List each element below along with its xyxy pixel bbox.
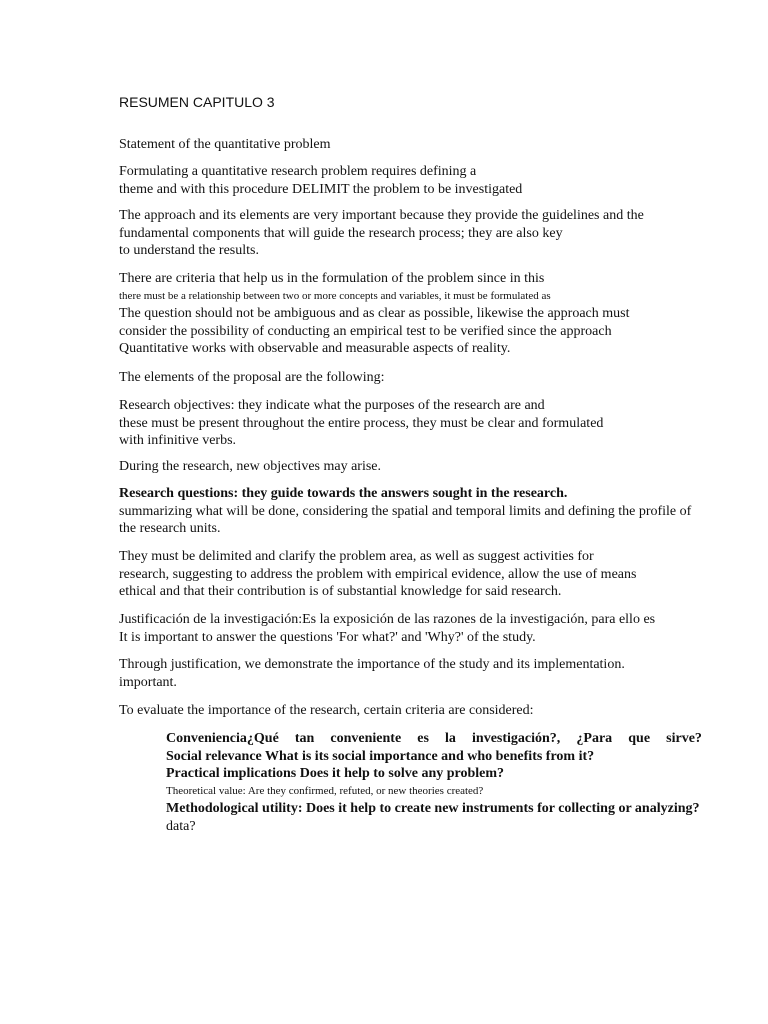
paragraph xyxy=(119,397,759,450)
criteria-text xyxy=(166,800,700,835)
criteria-item xyxy=(140,748,700,766)
word: ¿Para xyxy=(576,731,613,746)
criteria-item xyxy=(140,800,700,835)
paragraph xyxy=(119,485,759,538)
word: investigación?, xyxy=(472,731,561,746)
criteria-text xyxy=(166,748,700,766)
text-line xyxy=(166,730,702,748)
word: es xyxy=(417,731,429,746)
word: que xyxy=(628,731,651,746)
paragraph xyxy=(119,136,759,154)
text-line: During the research, new objectives may arise. xyxy=(119,459,382,474)
text-line: Practical implications Does it help to solve any problem? xyxy=(166,766,505,782)
text-line: Theoretical value: Are they confirmed, refuted, or new theories created? xyxy=(166,784,484,797)
text-line: these must be present throughout the entire process, they must be clear and formulated xyxy=(119,415,604,431)
text-line: The elements of the proposal are the following: xyxy=(119,370,385,385)
criteria-item xyxy=(140,783,700,801)
text-line: important. xyxy=(119,674,177,690)
word: conveniente xyxy=(330,731,402,746)
text-line: Formulating a quantitative research problem requires defining a xyxy=(119,164,477,179)
text-line: Quantitative works with observable and measurable aspects of reality. xyxy=(119,341,511,357)
text-line: with infinitive verbs. xyxy=(119,433,237,449)
word: la xyxy=(445,731,456,746)
text-line: data? xyxy=(166,818,196,834)
paragraph xyxy=(119,702,759,720)
text-line: It is important to answer the questions 'For what?' and 'Why?' of the study. xyxy=(119,629,536,645)
text-line: consider the possibility of conducting an empirical test to be verified since the approach xyxy=(119,323,612,339)
text-line: the research units. xyxy=(119,521,221,537)
word: tan xyxy=(294,731,315,746)
text-line: The question should not be ambiguous and as clear as possible, likewise the approach must xyxy=(119,306,630,322)
text-line: research, suggesting to address the problem with empirical evidence, allow the use of means xyxy=(119,566,637,582)
text-line: there must be a relationship between two or more concepts and variables, it must be formulated as xyxy=(119,289,551,302)
criteria-item xyxy=(140,765,700,783)
criteria-text xyxy=(166,765,700,783)
criteria-item xyxy=(140,730,700,748)
paragraph xyxy=(119,163,759,198)
text-line: Social relevance What is its social importance and who benefits from it? xyxy=(166,748,595,764)
text-line: theme and with this procedure DELIMIT the problem to be investigated xyxy=(119,181,523,197)
text-line: ethical and that their contribution is of substantial knowledge for said research. xyxy=(119,584,562,600)
text-line: summarizing what will be done, considering the spatial and temporal limits and defining the profile of xyxy=(119,503,692,519)
text-line: Research questions: they guide towards the answers sought in the research. xyxy=(119,486,568,501)
text-line: fundamental components that will guide the research process; they are also key xyxy=(119,225,563,241)
text-line: The approach and its elements are very important because they provide the guidelines and the xyxy=(119,208,644,223)
text-line: There are criteria that help us in the formulation of the problem since in this xyxy=(119,271,545,286)
criteria-text xyxy=(166,783,700,801)
text-line: To evaluate the importance of the research, certain criteria are considered: xyxy=(119,703,534,718)
text-line: Methodological utility: Does it help to create new instruments for collecting or analyzing? xyxy=(166,801,700,817)
text-line: Through justification, we demonstrate the importance of the study and its implementation. xyxy=(119,657,625,672)
text-line: Justificación de la investigación:Es la exposición de las razones de la investigación, para ello es xyxy=(119,612,656,627)
document-title: RESUMEN CAPITULO 3 xyxy=(119,94,275,110)
paragraph xyxy=(119,656,759,691)
criteria-list xyxy=(140,730,700,836)
word: Conveniencia¿Qué xyxy=(166,731,279,746)
paragraph xyxy=(119,458,759,476)
text-line: Statement of the quantitative problem xyxy=(119,137,331,152)
paragraph xyxy=(119,369,759,387)
paragraph xyxy=(119,548,759,601)
word: sirve? xyxy=(666,731,702,746)
text-line: Research objectives: they indicate what the purposes of the research are and xyxy=(119,398,545,413)
criteria-text xyxy=(166,730,702,748)
paragraph xyxy=(119,611,759,646)
paragraph xyxy=(119,207,759,260)
text-line: They must be delimited and clarify the problem area, as well as suggest activities for xyxy=(119,549,594,564)
paragraph xyxy=(119,270,759,358)
text-line: to understand the results. xyxy=(119,243,259,259)
